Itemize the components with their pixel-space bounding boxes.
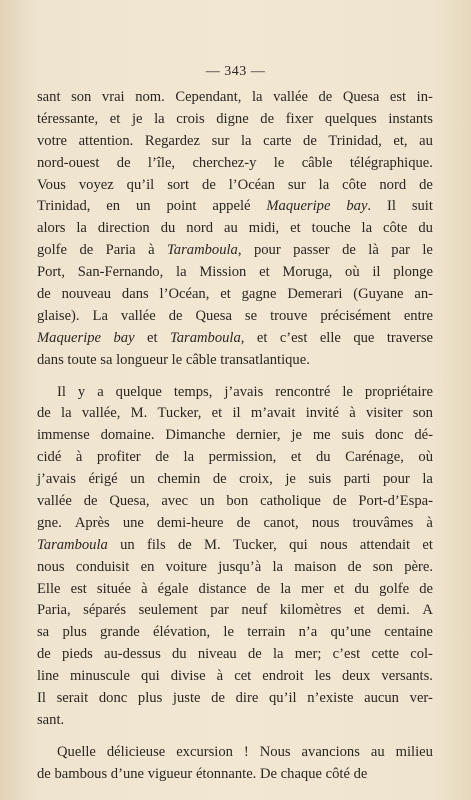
text-line: votre attention. Regardez sur la carte de Trinidad, et, au xyxy=(37,132,433,149)
text-line: line minuscule qui divise à cet endroit les deux versants. xyxy=(37,668,433,685)
paragraph xyxy=(37,382,433,732)
text-line: Maqueripe bay et Taramboula, et c’est elle que traverse xyxy=(37,329,433,346)
text-line: Port, San-Fernando, la Mission et Moruga, où il plonge xyxy=(37,264,433,281)
paragraph-gap xyxy=(37,732,433,742)
text-line: sant. xyxy=(37,711,65,728)
text-line: gne. Après une demi-heure de canot, nous trouvâmes à xyxy=(37,514,433,531)
text-line: Il y a quelque temps, j’avais rencontré le propriétaire xyxy=(57,383,433,400)
text-line: sant son vrai nom. Cependant, la vallée de Quesa est in- xyxy=(37,89,433,105)
text-line: dans toute sa longueur le câble transatlantique. xyxy=(37,351,310,368)
text-line: cidé à profiter de la permission, et du Carénage, où xyxy=(37,449,433,466)
text-line: de la vallée, M. Tucker, et il m’avait invité à visiter son xyxy=(37,405,433,422)
text-line: de pieds au-dessus du niveau de la mer; c’est cette col- xyxy=(37,646,433,663)
text-line: Taramboula un fils de M. Tucker, qui nous attendait et xyxy=(37,536,433,553)
text-line: Quelle délicieuse excursion ! Nous avancions au milieu xyxy=(57,743,433,760)
text-line: de nouveau dans l’Océan, et gagne Demerari (Guyane an- xyxy=(37,286,433,303)
text-line: Il serait donc plus juste de dire qu’il n’existe aucun ver- xyxy=(37,690,433,707)
text-line: nous conduisit en voiture jusqu’à la maison de son père. xyxy=(37,558,433,575)
text-line: immense domaine. Dimanche dernier, je me suis donc dé- xyxy=(37,427,433,444)
text-line: nord-ouest de l’île, cherchez-y le câble télégraphique. xyxy=(37,154,433,171)
paragraph xyxy=(37,742,433,786)
text-line: téressante, et je la crois digne de fixer quelques instants xyxy=(37,110,433,127)
text-line: Vous voyez qu’il sort de l’Océan sur la côte nord de xyxy=(37,176,433,193)
text-line: alors la direction du nord au midi, et touche la côte du xyxy=(37,220,433,237)
text-line: Paria, séparés seulement par neuf kilomètres et demi. A xyxy=(37,602,433,619)
paragraph-gap xyxy=(37,372,433,382)
body-text xyxy=(37,87,433,786)
text-line: j’avais érigé un chemin de croix, je suis parti pour la xyxy=(37,471,433,488)
text-line: golfe de Paria à Taramboula, pour passer de là par le xyxy=(37,242,433,259)
text-line: Trinidad, en un point appelé Maqueripe bay. Il suit xyxy=(37,198,433,215)
text-line: sa plus grande élévation, le terrain n’a qu’une centaine xyxy=(37,624,433,641)
text-line: de bambous d’une vigueur étonnante. De chaque côté de xyxy=(37,765,368,782)
text-line: glaise). La vallée de Quesa se trouve précisément entre xyxy=(37,307,433,324)
paragraph xyxy=(37,87,433,372)
text-line: Elle est située à égale distance de la mer et du golfe de xyxy=(37,580,433,597)
page-number: — 343 — xyxy=(205,64,266,79)
text-line: vallée de Quesa, avec un bon catholique de Port-d’Espa- xyxy=(37,493,433,510)
